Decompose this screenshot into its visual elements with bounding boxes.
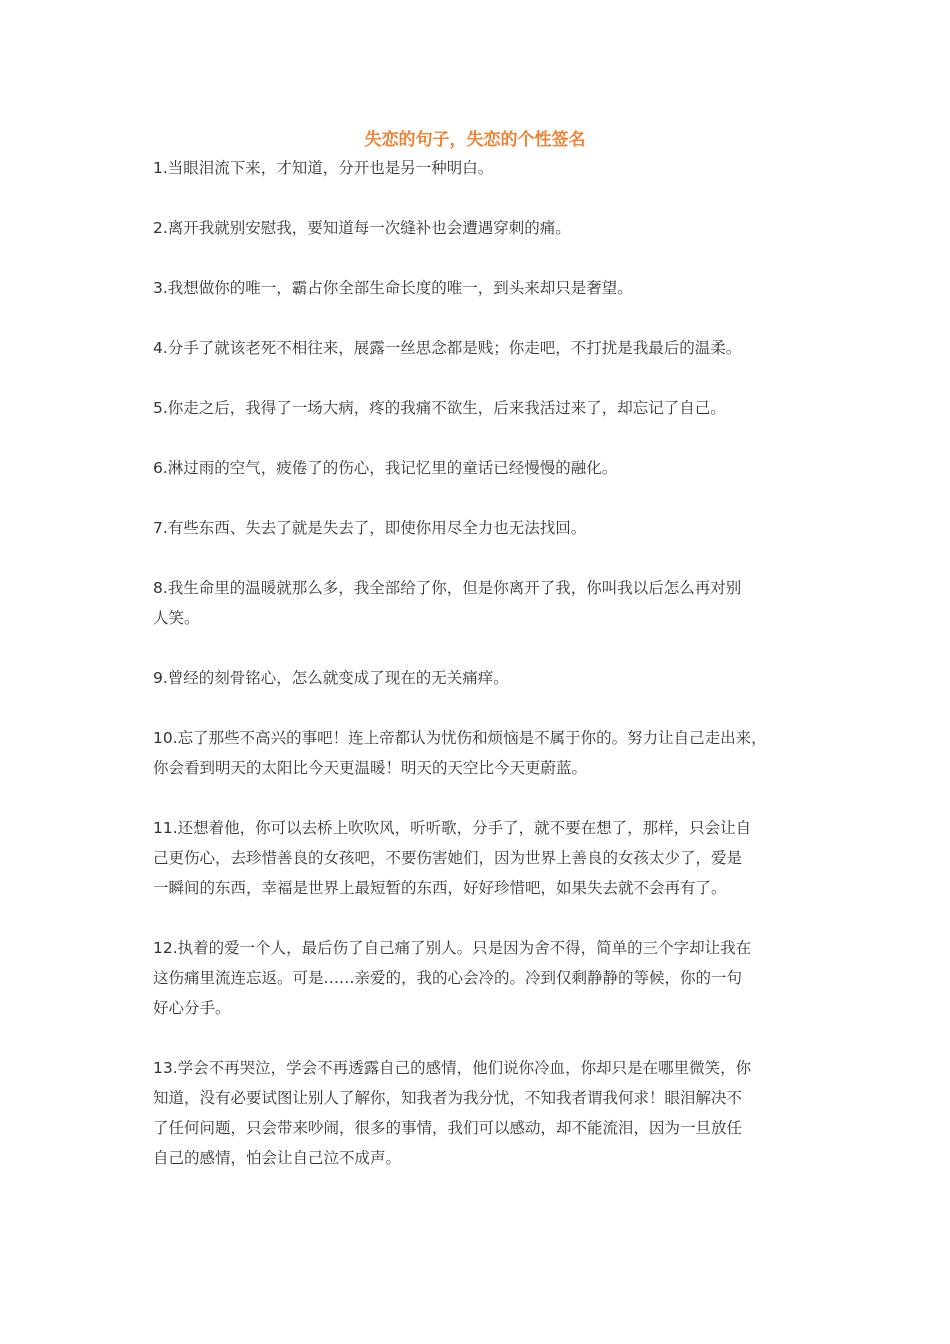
paragraph-2: 2.离开我就别安慰我，要知道每一次缝补也会遭遇穿刺的痛。 [153,219,571,237]
paragraph-1: 1.当眼泪流下来，才知道，分开也是另一种明白。 [153,159,494,177]
paragraph-9: 9.曾经的刻骨铭心，怎么就变成了现在的无关痛痒。 [153,669,509,687]
paragraph-10: 10.忘了那些不高兴的事吧！连上帝都认为忧伤和烦恼是不属于你的。努力让自己走出来， 你会看到明天的太阳比今天更温暖！明天的天空比今天更蔚蓝。 [153,729,767,777]
paragraph-5: 5.你走之后，我得了一场大病，疼的我痛不欲生，后来我活过来了，却忘记了自己。 [153,399,726,417]
paragraph-4: 4.分手了就该老死不相往来，展露一丝思念都是贱；你走吧，不打扰是我最后的温柔。 [153,339,742,357]
paragraph-6: 6.淋过雨的空气，疲倦了的伤心，我记忆里的童话已经慢慢的融化。 [153,459,618,477]
paragraph-13: 13.学会不再哭泣，学会不再透露自己的感情，他们说你冷血，你却只是在哪里微笑，你 知道，没有必要试图让别人了解你，知我者为我分忧，不知我者谓我何求！眼泪解决不 了任何问题，只会带来吵闹，很多的事情，我们可以感动，却不能流泪，因为一旦放任 自己的感情，怕会让自己泣不成声。 [153,1059,752,1167]
paragraph-7: 7.有些东西、失去了就是失去了，即使你用尽全力也无法找回。 [153,519,587,537]
paragraph-3: 3.我想做你的唯一，霸占你全部生命长度的唯一，到头来却只是奢望。 [153,279,633,297]
paragraph-11: 11.还想着他，你可以去桥上吹吹风，听听歌，分手了，就不要在想了，那样，只会让自 己更伤心，去珍惜善良的女孩吧，不要伤害她们，因为世界上善良的女孩太少了，爱是 一瞬间的东西，幸福是世界上最短暂的东西，好好珍惜吧，如果失去就不会再有了。 [153,819,752,897]
paragraph-8: 8.我生命里的温暖就那么多，我全部给了你，但是你离开了我，你叫我以后怎么再对别 人笑。 [153,579,742,627]
document-body [153,153,805,1203]
document-title: 失恋的句子，失恋的个性签名 [364,130,586,150]
paragraph-12: 12.执着的爱一个人，最后伤了自己痛了别人。只是因为舍不得，简单的三个字却让我在 这伤痛里流连忘返。可是……亲爱的，我的心会冷的。冷到仅剩静静的等候，你的一句 好心分手。 [153,939,752,1017]
